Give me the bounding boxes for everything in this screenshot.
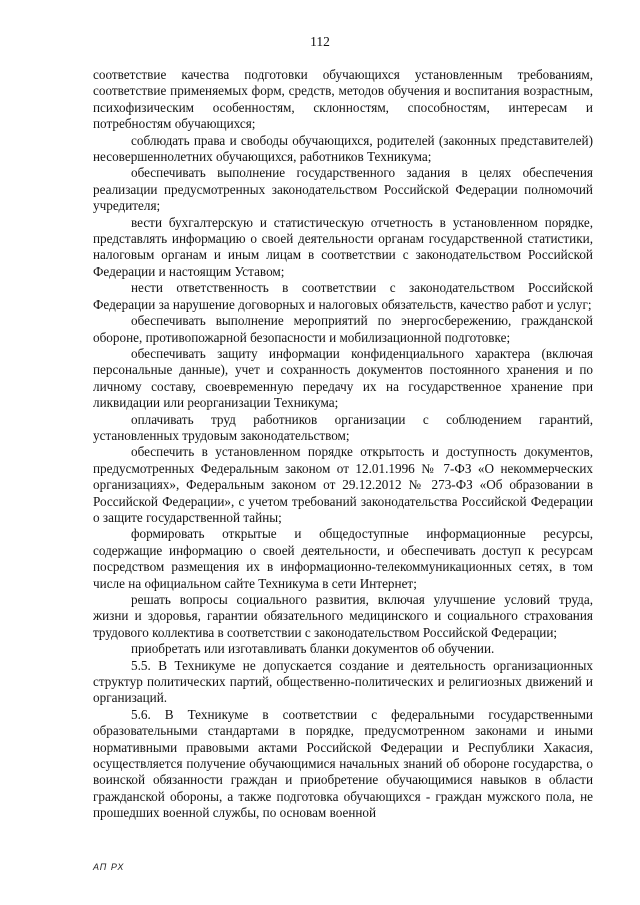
paragraph-4: вести бухгалтерскую и статистическую отчетность в установленном порядке, представлять информацию о своей деятельности органам государственной статистики, налоговым органам и иным лицам в соответствии с законодательством Российской Федерации и настоящим Уставом; xyxy=(93,214,593,279)
paragraph-9: обеспечить в установленном порядке открытость и доступность документов, предусмотренных Федеральным законом от 12.01.1996 № 7-ФЗ «О некоммерческих организациях», Федеральным законом от 29.12.2012 № 273-ФЗ «Об образовании в Российской Федерации», с учетом требований законодательства Российской Федерации о защите государственной тайны; xyxy=(93,444,593,525)
paragraph-11: решать вопросы социального развития, включая улучшение условий труда, жизни и здоровья, гарантии обязательного медицинского и социального страхования трудового коллектива в соответствии с законодательством Российской Федерации; xyxy=(93,592,593,640)
section-5-6: 5.6. В Техникуме в соответствии с федеральными государственными образовательными стандартами в порядке, предусмотренном законами и иными нормативными правовыми актами Российской Федерации и Республики Хакасия, осуществляется получение обучающимися начальных знаний об обороне государства, о воинской обязанности граждан и приобретение обучающимися навыков в области гражданской обороны, а также подготовка обучающихся - граждан мужского пола, не прошедших военной службы, по основам военной xyxy=(93,706,593,821)
paragraph-7: обеспечивать защиту информации конфиденциального характера (включая персональные данные), учет и сохранность документов постоянного хранения и по личному составу, своевременную передачу их на государственное хранение при ликвидации или реорганизации Техникума; xyxy=(93,345,593,411)
document-body xyxy=(93,67,593,822)
page-number: 112 xyxy=(310,34,330,49)
paragraph-8: оплачивать труд работников организации с соблюдением гарантий, установленных трудовым законодательством; xyxy=(93,411,593,443)
section-5-5: 5.5. В Техникуме не допускается создание и деятельность организационных структур политических партий, общественно-политических и религиозных движений и организаций. xyxy=(93,657,593,706)
paragraph-12: приобретать или изготавливать бланки документов об обучении. xyxy=(131,641,495,657)
footer-mark: АП РХ xyxy=(93,862,125,872)
paragraph-1: соответствие качества подготовки обучающихся установленным требованиям, соответствие применяемых форм, средств, методов обучения и воспитания возрастным, психофизическим особенностям, склонностям, способностям, интересам и потребностям обучающихся; xyxy=(93,67,593,132)
paragraph-10: формировать открытые и общедоступные информационные ресурсы, содержащие информацию о своей деятельности, и обеспечивать доступ к ресурсам посредством размещения их в информационно-телекоммуникационных сетях, в том числе на официальном сайте Техникума в сети Интернет; xyxy=(93,526,593,591)
paragraph-5: нести ответственность в соответствии с законодательством Российской Федерации за нарушение договорных и налоговых обязательств, качество работ и услуг; xyxy=(93,280,593,312)
paragraph-3: обеспечивать выполнение государственного задания в целях обеспечения реализации предусмотренных законодательством Российской Федерации полномочий учредителя; xyxy=(93,165,593,214)
paragraph-2: соблюдать права и свободы обучающихся, родителей (законных представителей) несовершеннолетних обучающихся, работников Техникума; xyxy=(93,132,593,165)
paragraph-6: обеспечивать выполнение мероприятий по энергосбережению, гражданской обороне, противопожарной безопасности и мобилизационной подготовке; xyxy=(93,313,593,345)
